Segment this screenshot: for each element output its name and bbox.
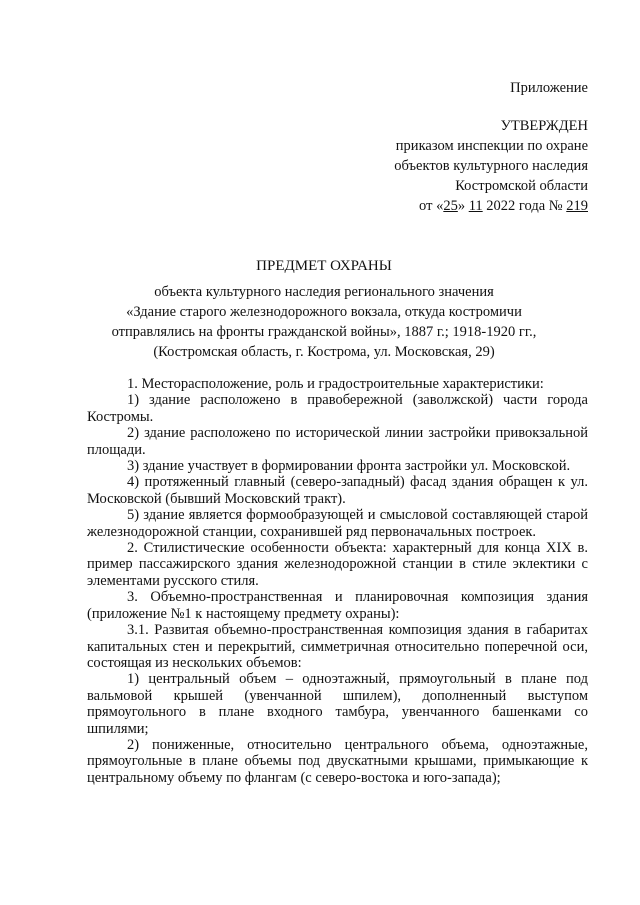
order-date-line bbox=[394, 196, 588, 216]
approved-label: УТВЕРЖДЕН bbox=[500, 118, 588, 134]
paragraph: 1) центральный объем – одноэтажный, прямоугольный в плане под вальмовой крышей (увенчанной шпилем), дополненный выступом прямоугольного в плане входного тамбура, увенчанного башенками со шпилями; bbox=[87, 671, 588, 737]
title-line-4: (Костромская область, г. Кострома, ул. Московская, 29) bbox=[153, 344, 495, 360]
approval-line-2: объектов культурного наследия bbox=[394, 158, 588, 174]
paragraph: 2) здание расположено по исторической линии застройки привокзальной площади. bbox=[87, 425, 588, 458]
document-title-block bbox=[60, 256, 588, 362]
paragraph: 5) здание является формообразующей и смысловой составляющей старой железнодорожной станции, сохранившей ряд первоначальных построек. bbox=[87, 507, 588, 540]
paragraph: 3. Объемно-пространственная и планировочная композиция здания (приложение №1 к настоящему предмету охраны): bbox=[87, 589, 588, 622]
paragraph: 2) пониженные, относительно центрального объема, одноэтажные, прямоугольные в плане объемы под двускатными крышами, примыкающие к центральному объему по флангам (с северо-востока и юго-запада); bbox=[87, 736, 588, 786]
title-line-1: объекта культурного наследия регионального значения bbox=[154, 284, 494, 300]
date-year: 2022 года № bbox=[486, 198, 563, 214]
date-month: 11 bbox=[468, 198, 483, 214]
date-mid: » bbox=[457, 198, 466, 214]
appendix-label: Приложение bbox=[510, 80, 588, 96]
approval-line-1: приказом инспекции по охране bbox=[395, 138, 588, 154]
title-line-3: отправлялись на фронты гражданской войны», 1887 г.; 1918-1920 гг., bbox=[111, 324, 537, 340]
spacer bbox=[394, 98, 588, 116]
order-number: 219 bbox=[566, 198, 588, 214]
paragraph: 3) здание участвует в формировании фронта застройки ул. Московской. bbox=[127, 458, 571, 475]
approval-block bbox=[394, 78, 588, 216]
paragraph: 2. Стилистические особенности объекта: характерный для конца XIX в. пример пассажирского здания железнодорожной станции в стиле эклектики с элементами русского стиля. bbox=[87, 540, 588, 589]
date-day: 25 bbox=[443, 198, 458, 214]
document-title: ПРЕДМЕТ ОХРАНЫ bbox=[256, 258, 392, 274]
paragraph: 4) протяженный главный (северо-западный) фасад здания обращен к ул. Московской (бывший Московский тракт). bbox=[87, 474, 588, 507]
document-body bbox=[87, 376, 588, 786]
title-line-2: «Здание старого железнодорожного вокзала, откуда костромичи bbox=[126, 304, 522, 320]
paragraph: 3.1. Развитая объемно-пространственная композиция здания в габаритах капитальных стен и перекрытий, симметричная относительно поперечной оси, состоящая из нескольких объемов: bbox=[87, 622, 588, 671]
paragraph: 1. Месторасположение, роль и градостроительные характеристики: bbox=[127, 376, 544, 392]
date-prefix: от « bbox=[419, 198, 444, 214]
paragraph: 1) здание расположено в правобережной (заволжской) части города Костромы. bbox=[87, 392, 588, 425]
approval-line-3: Костромской области bbox=[455, 178, 588, 194]
